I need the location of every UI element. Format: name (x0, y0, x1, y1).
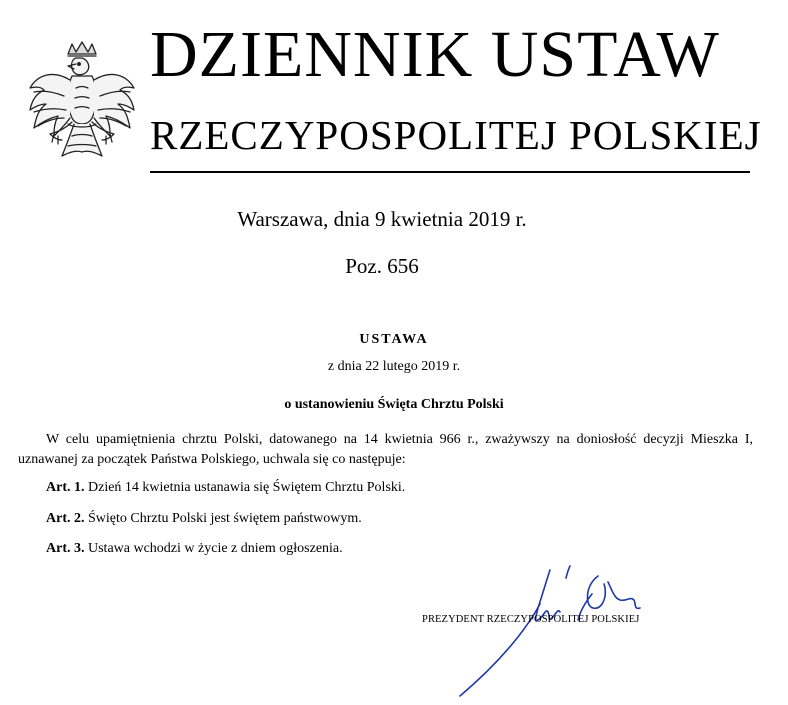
signatory-title: PREZYDENT RZECZYPOSPOLITEJ POLSKIEJ (422, 614, 640, 625)
issue-date: Warszawa, dnia 9 kwietnia 2019 r. (237, 207, 527, 231)
position-number: Poz. 656 (345, 254, 419, 278)
gazette-title: DZIENNIK USTAW (150, 18, 720, 91)
article-text: Dzień 14 kwietnia ustanawia się Świętem Chrztu Polski. (88, 480, 406, 495)
act-subject: o ustanowieniu Święta Chrztu Polski (284, 397, 504, 412)
article-text: Święto Chrztu Polski jest świętem państwowym. (88, 511, 362, 526)
act-preamble: W celu upamiętnienia chrztu Polski, datowanego na 14 kwietnia 966 r., zważywszy na doniosłość decyzji Mieszka I, uznawanej za początek Państwa Polskiego, uchwala się co następuje: (18, 432, 753, 467)
article-2 (46, 511, 362, 527)
gazette-subtitle: RZECZYPOSPOLITEJ POLSKIEJ (150, 112, 762, 158)
article-number: Art. 2. (46, 511, 85, 526)
act-date: z dnia 22 lutego 2019 r. (327, 359, 461, 374)
article-number: Art. 3. (46, 541, 85, 556)
header-divider (150, 171, 750, 173)
act-type-heading: USTAWA (359, 332, 429, 347)
article-number: Art. 1. (46, 480, 85, 495)
article-1 (46, 480, 405, 496)
handwritten-signature (430, 560, 670, 700)
article-3 (46, 541, 343, 557)
white-eagle-emblem-icon (24, 40, 140, 180)
article-text: Ustawa wchodzi w życie z dniem ogłoszenia. (88, 541, 343, 556)
